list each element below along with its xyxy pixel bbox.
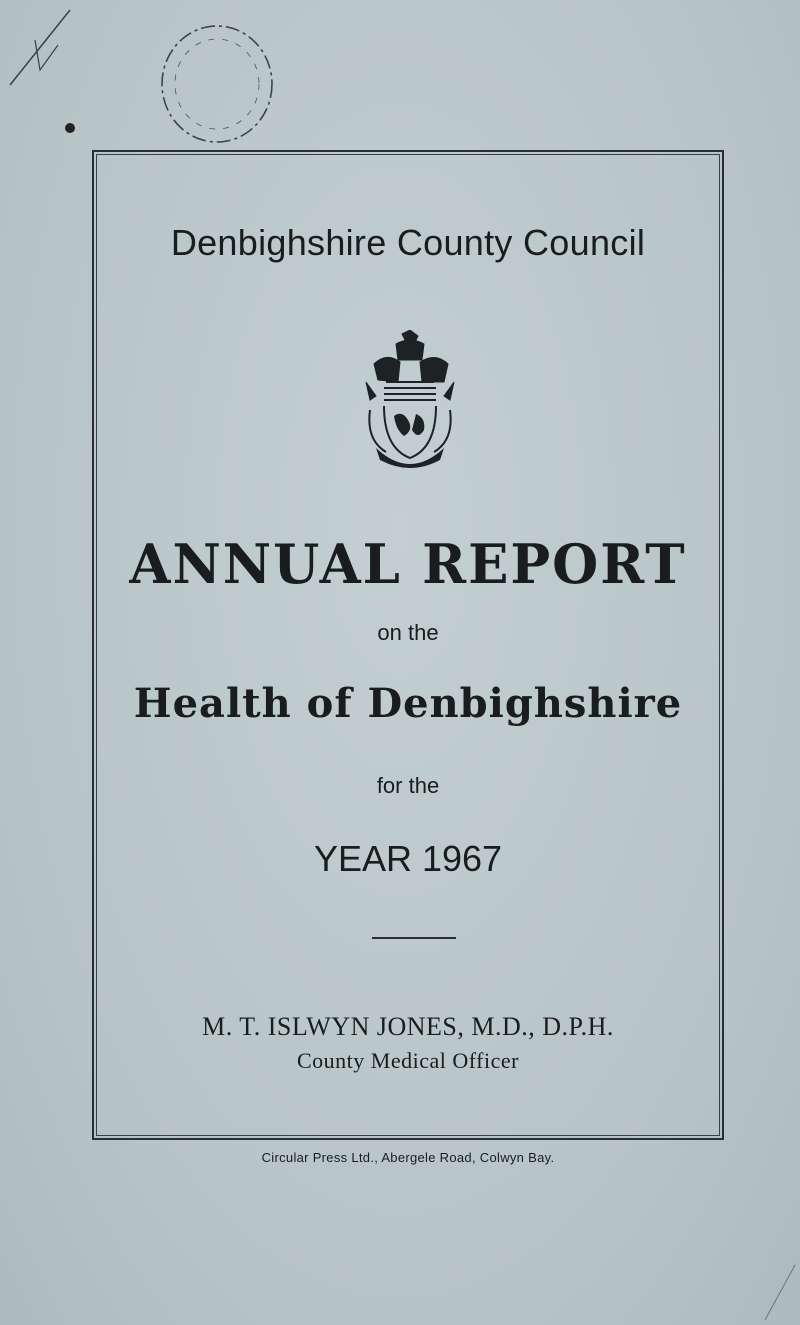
report-subject: Health of Denbighshire [133,680,683,727]
printer-imprint: Circular Press Ltd., Abergele Road, Colwyn Bay. [261,1150,555,1165]
officer-name: M. T. ISLWYN JONES, M.D., D.P.H. [202,1012,614,1041]
divider-rule [372,937,456,939]
library-stamp-icon [155,22,275,157]
on-the-text: on the [377,620,439,645]
corner-pencil-mark-bottom [760,1245,800,1325]
officer-title: County Medical Officer [297,1048,519,1073]
council-name: Denbighshire County Council [170,222,646,263]
for-the-text: for the [376,773,440,798]
county-crest-icon [356,330,464,480]
corner-pencil-mark [0,0,90,140]
report-year: YEAR 1967 [313,838,503,879]
report-title: ANNUAL REPORT [129,532,687,596]
